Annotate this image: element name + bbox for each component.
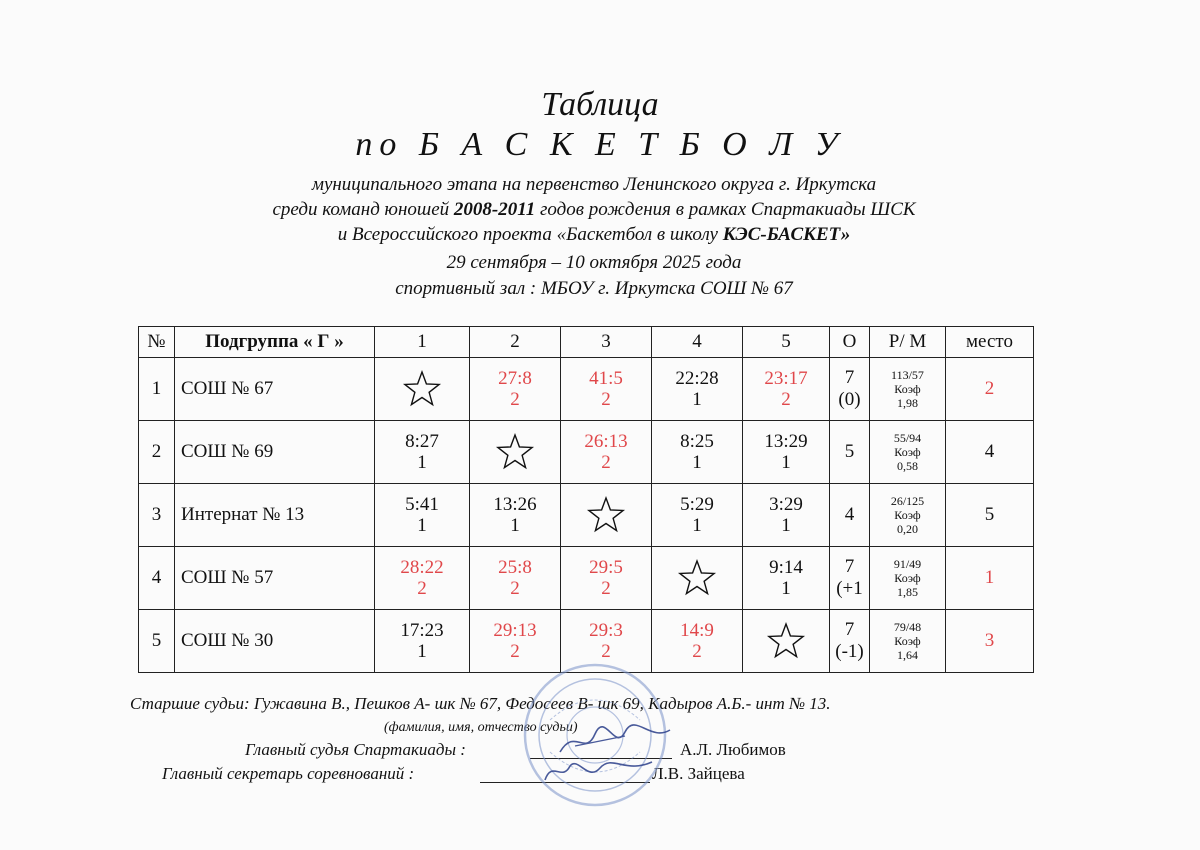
column-header: 5 xyxy=(743,327,830,358)
place: 4 xyxy=(946,421,1034,484)
match-cell xyxy=(375,421,470,484)
match-points: 1 xyxy=(417,641,427,662)
match-points: 1 xyxy=(510,515,520,536)
self-match-cell xyxy=(375,358,470,421)
match-score: 9:14 xyxy=(769,557,803,578)
tiebreak-points: (0) xyxy=(838,389,861,410)
table-row xyxy=(139,484,1034,547)
judges-note: (фамилия, имя, отчество судьи) xyxy=(384,720,578,735)
match-points: 1 xyxy=(692,389,702,410)
column-header: 3 xyxy=(561,327,652,358)
row-number: 4 xyxy=(139,547,175,610)
star-icon xyxy=(677,558,717,598)
team-name: СОШ № 57 xyxy=(175,547,375,610)
match-cell xyxy=(561,421,652,484)
score-ratio-cell xyxy=(870,610,946,673)
match-score: 17:23 xyxy=(400,620,444,641)
match-cell xyxy=(375,547,470,610)
score-ratio: 91/49 xyxy=(893,557,922,571)
self-match-cell xyxy=(561,484,652,547)
match-points: 2 xyxy=(692,641,702,662)
score-ratio: 55/94 xyxy=(893,431,922,445)
match-points: 1 xyxy=(781,515,791,536)
match-score: 14:9 xyxy=(680,620,714,641)
star-icon xyxy=(495,432,535,472)
self-match-cell xyxy=(652,547,743,610)
score-ratio-cell xyxy=(870,421,946,484)
judges-line: Старшие судьи: Гужавина В., Пешков А- шк № 67, Федосеев В- шк 69, Кадыров А.Б.- инт № 13. xyxy=(130,694,831,713)
match-points: 1 xyxy=(417,452,427,473)
score-ratio-cell xyxy=(870,547,946,610)
match-cell xyxy=(375,610,470,673)
column-header: место xyxy=(946,327,1034,358)
row-number: 1 xyxy=(139,358,175,421)
column-header: № xyxy=(139,327,175,358)
self-match-cell xyxy=(470,421,561,484)
match-score: 3:29 xyxy=(769,494,803,515)
match-score: 8:27 xyxy=(405,431,439,452)
match-score: 5:41 xyxy=(405,494,439,515)
match-points: 2 xyxy=(510,641,520,662)
total-points: 7 xyxy=(844,367,855,388)
row-number: 3 xyxy=(139,484,175,547)
match-score: 22:28 xyxy=(675,368,719,389)
total-points-cell xyxy=(830,358,870,421)
place: 2 xyxy=(946,358,1034,421)
tiebreak-points: (-1) xyxy=(835,641,864,662)
match-points: 2 xyxy=(417,578,427,599)
match-cell xyxy=(743,358,830,421)
match-cell xyxy=(561,358,652,421)
match-score: 5:29 xyxy=(680,494,714,515)
score-ratio-cell xyxy=(870,358,946,421)
heading-dates: 29 сентября – 10 октября 2025 года xyxy=(446,252,742,273)
column-header-group: Подгруппа « Г » xyxy=(175,327,375,358)
match-cell xyxy=(561,547,652,610)
heading-line-1: муниципального этапа на первенство Ленинского округа г. Иркутска xyxy=(311,174,877,195)
total-points: 5 xyxy=(844,441,855,462)
table-row xyxy=(139,547,1034,610)
match-points: 1 xyxy=(781,452,791,473)
match-points: 1 xyxy=(781,578,791,599)
table-header-row xyxy=(139,327,1034,358)
match-points: 2 xyxy=(601,578,611,599)
secretary-label: Главный секретарь соревнований : xyxy=(162,764,415,783)
match-cell xyxy=(743,421,830,484)
place: 5 xyxy=(946,484,1034,547)
match-score: 25:8 xyxy=(498,557,532,578)
coef-label: Коэф xyxy=(894,571,921,585)
document-title: Таблица xyxy=(541,86,659,123)
match-score: 41:5 xyxy=(589,368,623,389)
total-points-cell xyxy=(830,610,870,673)
place: 3 xyxy=(946,610,1034,673)
total-points-cell xyxy=(830,484,870,547)
match-cell xyxy=(375,484,470,547)
match-points: 1 xyxy=(692,515,702,536)
match-cell xyxy=(652,358,743,421)
team-name: СОШ № 30 xyxy=(175,610,375,673)
coef-value: 0,58 xyxy=(897,459,918,473)
match-points: 2 xyxy=(601,389,611,410)
heading-line-3: и Всероссийского проекта «Баскетбол в школу КЭС-БАСКЕТ» xyxy=(337,224,851,245)
match-score: 28:22 xyxy=(400,557,444,578)
match-score: 13:26 xyxy=(493,494,537,515)
star-icon xyxy=(402,369,442,409)
match-points: 2 xyxy=(601,641,611,662)
total-points: 4 xyxy=(844,504,855,525)
total-points: 7 xyxy=(844,556,855,577)
match-cell xyxy=(470,358,561,421)
match-score: 29:13 xyxy=(493,620,537,641)
tiebreak-points: (+1 xyxy=(836,578,863,599)
coef-value: 1,85 xyxy=(897,585,918,599)
standings-table xyxy=(138,326,1034,673)
secretary-signature-icon xyxy=(540,752,660,788)
match-cell xyxy=(652,421,743,484)
score-ratio-cell xyxy=(870,484,946,547)
score-ratio: 79/48 xyxy=(893,620,922,634)
chief-judge-label: Главный судья Спартакиады : xyxy=(245,740,466,759)
match-points: 2 xyxy=(510,389,520,410)
coef-value: 0,20 xyxy=(897,522,918,536)
match-score: 8:25 xyxy=(680,431,714,452)
match-score: 27:8 xyxy=(498,368,532,389)
total-points: 7 xyxy=(844,619,855,640)
chief-judge-name: А.Л. Любимов xyxy=(680,740,786,759)
match-score: 23:17 xyxy=(764,368,808,389)
match-cell xyxy=(743,484,830,547)
coef-label: Коэф xyxy=(894,508,921,522)
coef-label: Коэф xyxy=(894,634,921,648)
self-match-cell xyxy=(743,610,830,673)
match-score: 26:13 xyxy=(584,431,628,452)
total-points-cell xyxy=(830,421,870,484)
match-score: 29:5 xyxy=(589,557,623,578)
table-row xyxy=(139,421,1034,484)
row-number: 5 xyxy=(139,610,175,673)
coef-value: 1,64 xyxy=(897,648,918,662)
heading-venue: спортивный зал : МБОУ г. Иркутска СОШ № 67 xyxy=(395,278,793,299)
coef-label: Коэф xyxy=(894,382,921,396)
row-number: 2 xyxy=(139,421,175,484)
total-points-cell xyxy=(830,547,870,610)
match-cell xyxy=(743,547,830,610)
match-points: 1 xyxy=(417,515,427,536)
score-ratio: 113/57 xyxy=(891,368,924,382)
match-cell xyxy=(470,484,561,547)
match-cell xyxy=(652,484,743,547)
match-score: 13:29 xyxy=(764,431,808,452)
column-header: О xyxy=(830,327,870,358)
match-points: 1 xyxy=(692,452,702,473)
document-subtitle: по Б А С К Е Т Б О Л У xyxy=(355,126,845,163)
secretary-name: Л.В. Зайцева xyxy=(652,764,745,783)
team-name: СОШ № 67 xyxy=(175,358,375,421)
match-points: 2 xyxy=(601,452,611,473)
column-header: 2 xyxy=(470,327,561,358)
coef-value: 1,98 xyxy=(897,396,918,410)
star-icon xyxy=(586,495,626,535)
heading-line-2: среди команд юношей 2008-2011 годов рождения в рамках Спартакиады ШСК xyxy=(272,199,916,220)
star-icon xyxy=(766,621,806,661)
column-header: Р/ М xyxy=(870,327,946,358)
table-row xyxy=(139,358,1034,421)
match-points: 2 xyxy=(510,578,520,599)
team-name: Интернат № 13 xyxy=(175,484,375,547)
score-ratio: 26/125 xyxy=(890,494,925,508)
match-score: 29:3 xyxy=(589,620,623,641)
match-points: 2 xyxy=(781,389,791,410)
place: 1 xyxy=(946,547,1034,610)
coef-label: Коэф xyxy=(894,445,921,459)
team-name: СОШ № 69 xyxy=(175,421,375,484)
column-header: 1 xyxy=(375,327,470,358)
column-header: 4 xyxy=(652,327,743,358)
match-cell xyxy=(470,547,561,610)
